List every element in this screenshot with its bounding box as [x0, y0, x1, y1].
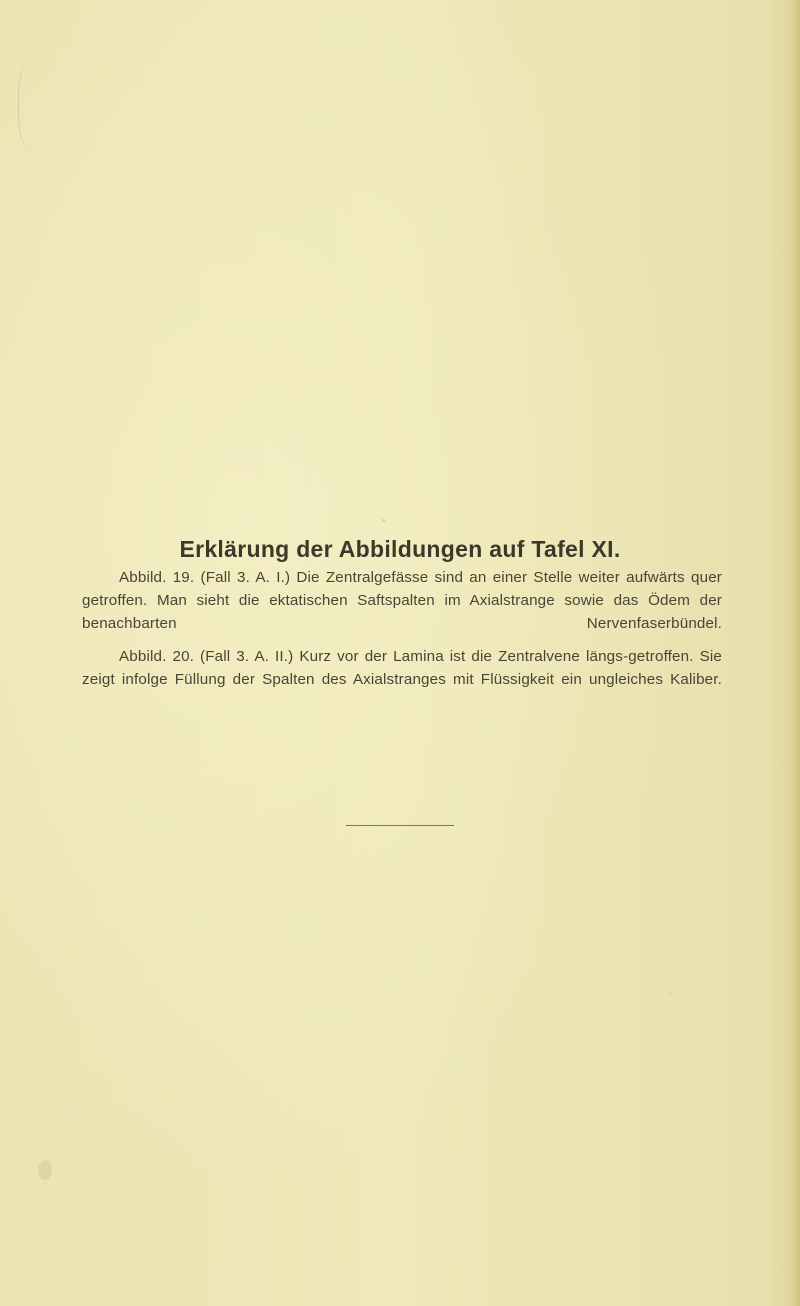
- paper-speck: [382, 519, 385, 522]
- plate-heading: Erklärung der Abbildungen auf Tafel XI.: [179, 536, 621, 562]
- paper-speck: [38, 1160, 52, 1180]
- section-divider: [346, 825, 454, 826]
- paper-mark: [18, 60, 49, 150]
- paper-speck: [787, 404, 789, 406]
- figure-19-caption: Abbild. 19. (Fall 3. A. I.) Die Zentralgefässe sind an einer Stelle weiter aufwärts quer getroffen. Man sieht die ektatischen Saftspalten im Axialstrange sowie das Ödem der benachbarten Nervenfaserbündel.: [82, 569, 722, 632]
- paper-speck: [669, 993, 671, 995]
- page-edge-shadow: [790, 0, 800, 1306]
- figure-20-caption: Abbild. 20. (Fall 3. A. II.) Kurz vor der Lamina ist die Zentralvene längs-getroffen. Sie zeigt infolge Füllung der Spalten des Axialstranges mit Flüssigkeit ein ungleiches Kaliber.: [82, 648, 722, 688]
